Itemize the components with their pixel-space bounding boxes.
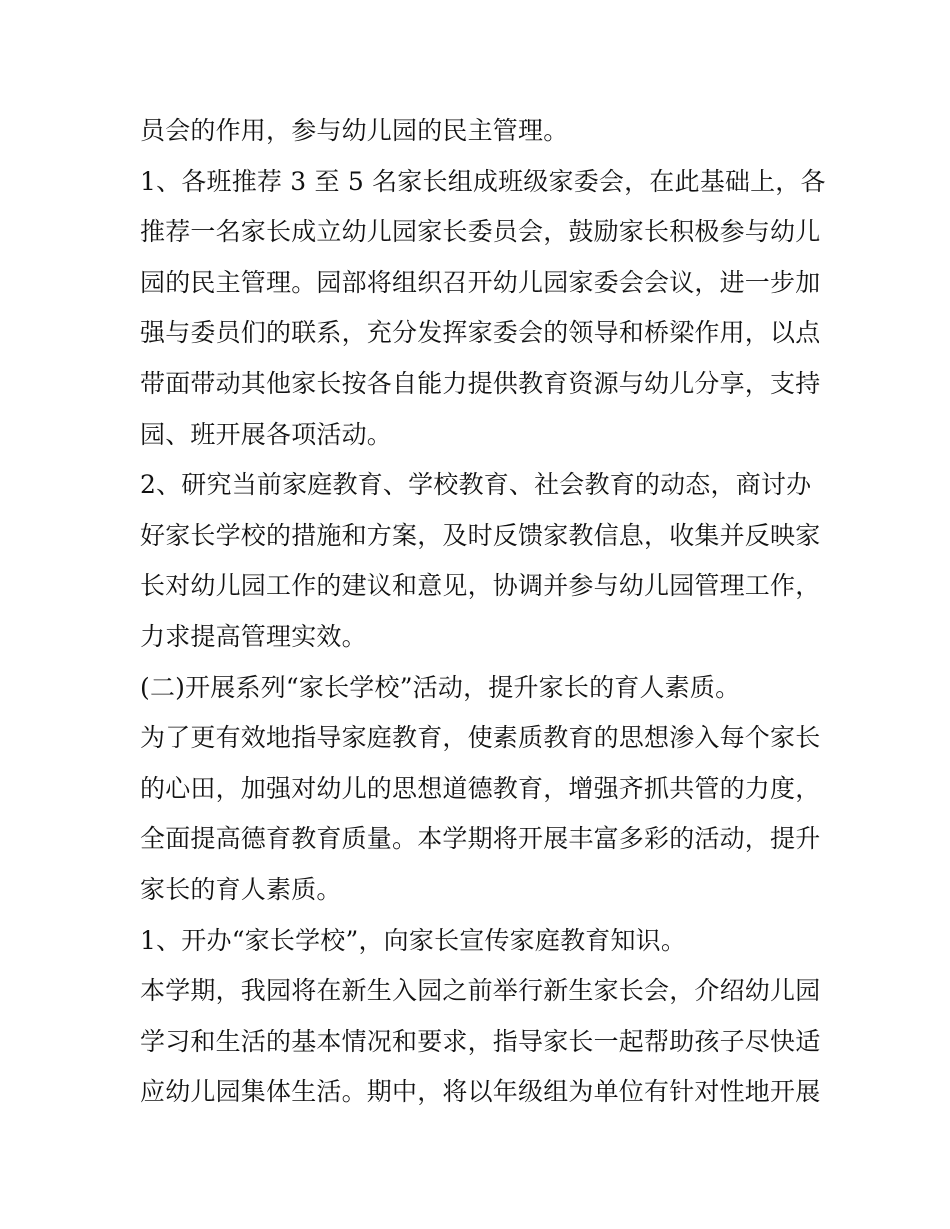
text-line: 力求提高管理实效。 — [140, 621, 367, 651]
document-body — [140, 106, 826, 1118]
text-line: 学习和生活的基本情况和要求，指导家长一起帮助孩子尽快适 — [140, 1026, 821, 1056]
text-line: 应幼儿园集体生活。期中，将以年级组为单位有针对性地开展 — [140, 1077, 821, 1107]
text-line: 1、各班推荐 3 至 5 名家长组成班级家委会，在此基础上，各 — [140, 166, 826, 196]
text-line: 1、开办“家长学校”，向家长宣传家庭教育知识。 — [140, 925, 687, 955]
text-line: 长对幼儿园工作的建议和意见，协调并参与幼儿园管理工作， — [140, 571, 821, 601]
text-line: 员会的作用，参与幼儿园的民主管理。 — [140, 116, 569, 145]
text-line: 好家长学校的措施和方案，及时反馈家教信息，收集并反映家 — [140, 520, 821, 550]
section-heading: (二)开展系列“家长学校”活动，提升家长的育人素质。 — [140, 672, 741, 702]
text-line: 为了更有效地指导家庭教育，使素质教育的思想渗入每个家长 — [140, 723, 821, 753]
text-line: 的心田，加强对幼儿的思想道德教育，增强齐抓共管的力度， — [140, 773, 821, 803]
text-line: 2、研究当前家庭教育、学校教育、社会教育的动态，商讨办 — [140, 470, 812, 500]
text-line: 家长的育人素质。 — [140, 874, 342, 904]
text-line: 带面带动其他家长按各自能力提供教育资源与幼儿分享，支持 — [140, 368, 821, 398]
text-line: 本学期，我园将在新生入园之前举行新生家长会，介绍幼儿园 — [140, 976, 821, 1006]
text-line: 强与委员们的联系，充分发挥家委会的领导和桥梁作用，以点 — [140, 318, 821, 348]
text-line: 园的民主管理。园部将组织召开幼儿园家委会会议，进一步加 — [140, 267, 821, 297]
text-line: 园、班开展各项活动。 — [140, 419, 393, 449]
text-line: 全面提高德育教育质量。本学期将开展丰富多彩的活动，提升 — [140, 824, 821, 854]
text-line: 推荐一名家长成立幼儿园家长委员会，鼓励家长积极参与幼儿 — [140, 217, 821, 247]
